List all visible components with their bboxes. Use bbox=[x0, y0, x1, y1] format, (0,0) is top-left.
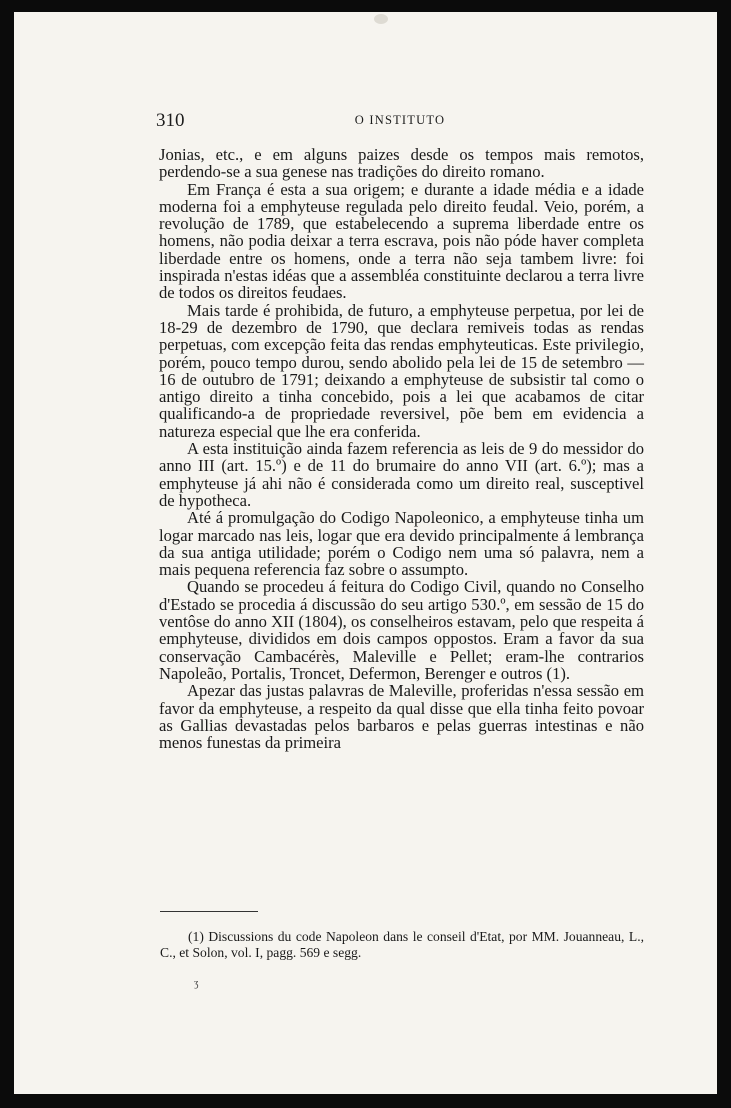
book-page bbox=[14, 12, 717, 1094]
page-header bbox=[156, 110, 644, 134]
page-number: 310 bbox=[156, 110, 185, 131]
footnote-rule bbox=[160, 911, 258, 912]
body-text bbox=[159, 146, 644, 751]
stray-mark: ʒ bbox=[194, 978, 199, 989]
paragraph-7: Apezar das justas palavras de Maleville, proferidas n'essa sessão em favor da emphyteuse, a respeito da qual disse que ella tinha feito povoar as Gallias devastadas pelos barbaros e pelas guerras intestinas e não menos funestas da primeira bbox=[159, 681, 644, 753]
paragraph-1: Jonias, etc., e em alguns paizes desde os tempos mais remotos, perdendo-se a sua genese nas tradições do direito romano. bbox=[159, 145, 644, 182]
running-title: O INSTITUTO bbox=[354, 113, 446, 127]
page-smudge bbox=[374, 14, 388, 24]
paragraph-5: Até á promulgação do Codigo Napoleonico, a emphyteuse tinha um logar marcado nas leis, logar que era devido principalmente á lembrança da sua antiga utilidade; porém o Codigo nem uma só palavra, nem a mais pequena referencia faz sobre o assumpto. bbox=[159, 508, 644, 580]
paragraph-2: Em França é esta a sua origem; e durante a idade média e a idade moderna foi a emphyteuse regulada pelo direito feudal. Veio, porém, a revolução de 1789, que estabelecendo a suprema liberdade entre os homens, não podia deixar a terra escrava, pois não póde haver completa liberdade entre os homens, onde a terra não seja tambem livre: foi inspirada n'estas idéas que a assembléa constituinte declarou a terra livre de todos os direitos feudaes. bbox=[159, 179, 644, 303]
paragraph-3: Mais tarde é prohibida, de futuro, a emphyteuse perpetua, por lei de 18-29 de dezembro de 1790, que declara remiveis todas as rendas perpetuas, com excepção feita das rendas emphyteuticas. Este privilegio, porém, pouco tempo durou, sendo abolido pela lei de 15 de setembro — 16 de outubro de 1791; deixando a emphyteuse de subsistir tal como o antigo direito a tinha concebido, pois a lei que acabamos de citar qualificando-a de propriedade reversivel, põe bem em evidencia a natureza especial que lhe era conferida. bbox=[159, 300, 644, 441]
footnote-text: (1) Discussions du code Napoleon dans le conseil d'Etat, por MM. Jouanneau, L., C., et Solon, vol. I, pagg. 569 e segg. bbox=[160, 929, 644, 960]
paragraph-6: Quando se procedeu á feitura do Codigo Civil, quando no Conselho d'Estado se procedia á discussão do seu artigo 530.º, em sessão de 15 do ventôse do anno XII (1804), os conselheiros estavam, pelo que respeita á emphyteuse, divididos em dois campos oppostos. Eram a favor da sua conservação Cambacérès, Maleville e Pellet; eram-lhe contrarios Napoleão, Portalis, Troncet, Defermon, Berenger e outros (1). bbox=[159, 577, 644, 683]
footnote bbox=[160, 929, 644, 961]
paragraph-4: A esta instituição ainda fazem referencia as leis de 9 do messidor do anno III (art. 15.º) e de 11 do brumaire do anno VII (art. 6.º); mas a emphyteuse já ahi não é considerada como um direito real, susceptivel de hypotheca. bbox=[159, 439, 644, 510]
